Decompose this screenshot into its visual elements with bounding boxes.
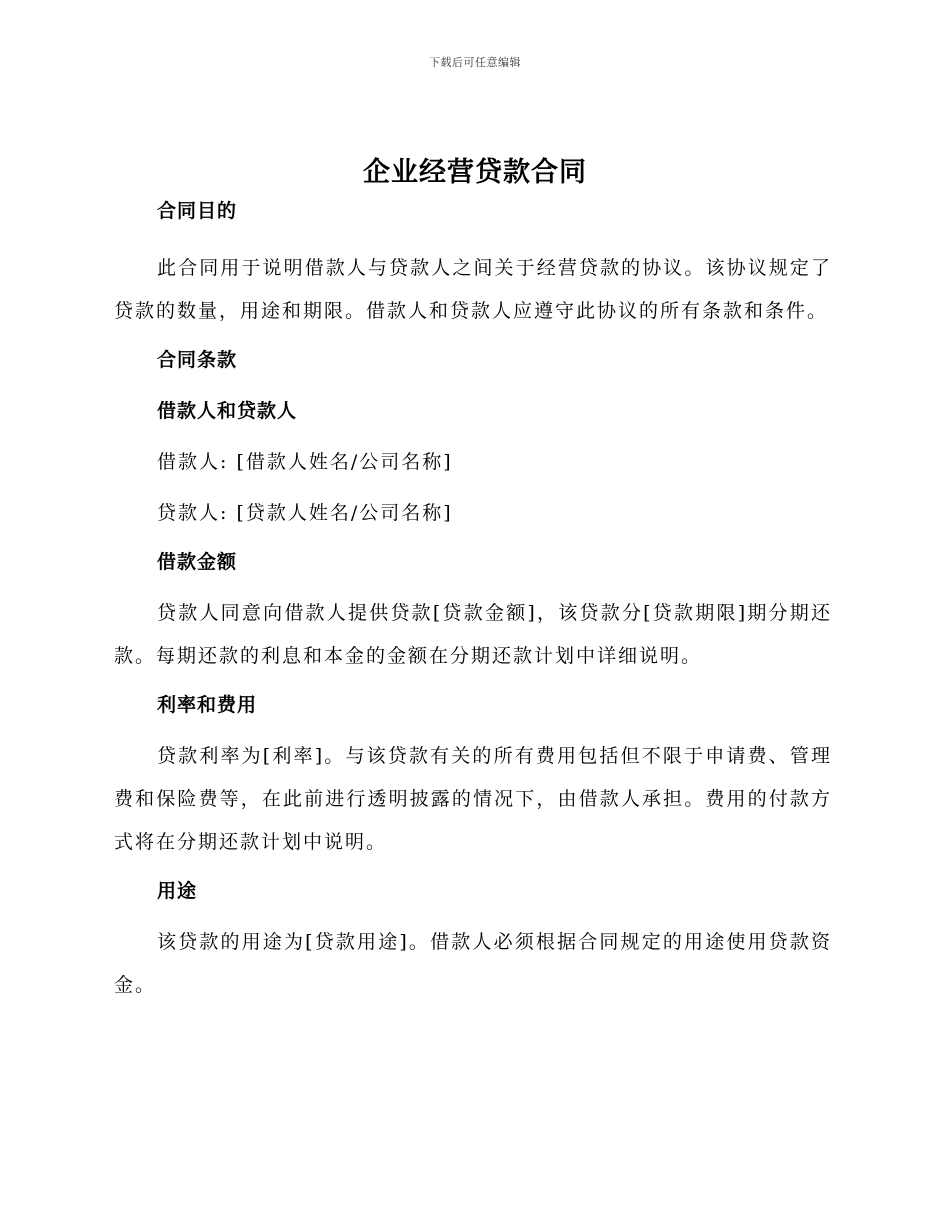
paragraph-borrower: 借款人: [借款人姓名/公司名称] [157,451,453,473]
heading-terms: 合同条款 [157,349,238,371]
header-note: 下载后可任意编辑 [429,56,521,69]
heading-rates: 利率和费用 [157,694,258,716]
paragraph-usage: 该贷款的用途为[贷款用途]。借款人必须根据合同规定的用途使用贷款资金。 [114,931,832,996]
paragraph-amount: 贷款人同意向借款人提供贷款[贷款金额]，该贷款分[贷款期限]期分期还款。每期还款的利息和本金的金额在分期还款计划中详细说明。 [114,602,832,667]
heading-purpose: 合同目的 [157,200,238,222]
paragraph-purpose: 此合同用于说明借款人与贷款人之间关于经营贷款的协议。该协议规定了贷款的数量，用途和期限。借款人和贷款人应遵守此协议的所有条款和条件。 [114,257,832,322]
heading-amount: 借款金额 [157,551,238,573]
heading-usage: 用途 [157,880,198,902]
document-body [114,196,832,1007]
heading-parties: 借款人和贷款人 [157,400,298,422]
paragraph-rates: 贷款利率为[利率]。与该贷款有关的所有费用包括但不限于申请费、管理费和保险费等，在此前进行透明披露的情况下，由借款人承担。费用的付款方式将在分期还款计划中说明。 [114,745,832,853]
document-title: 企业经营贷款合同 [363,157,587,188]
paragraph-lender: 贷款人: [贷款人姓名/公司名称] [157,502,453,524]
